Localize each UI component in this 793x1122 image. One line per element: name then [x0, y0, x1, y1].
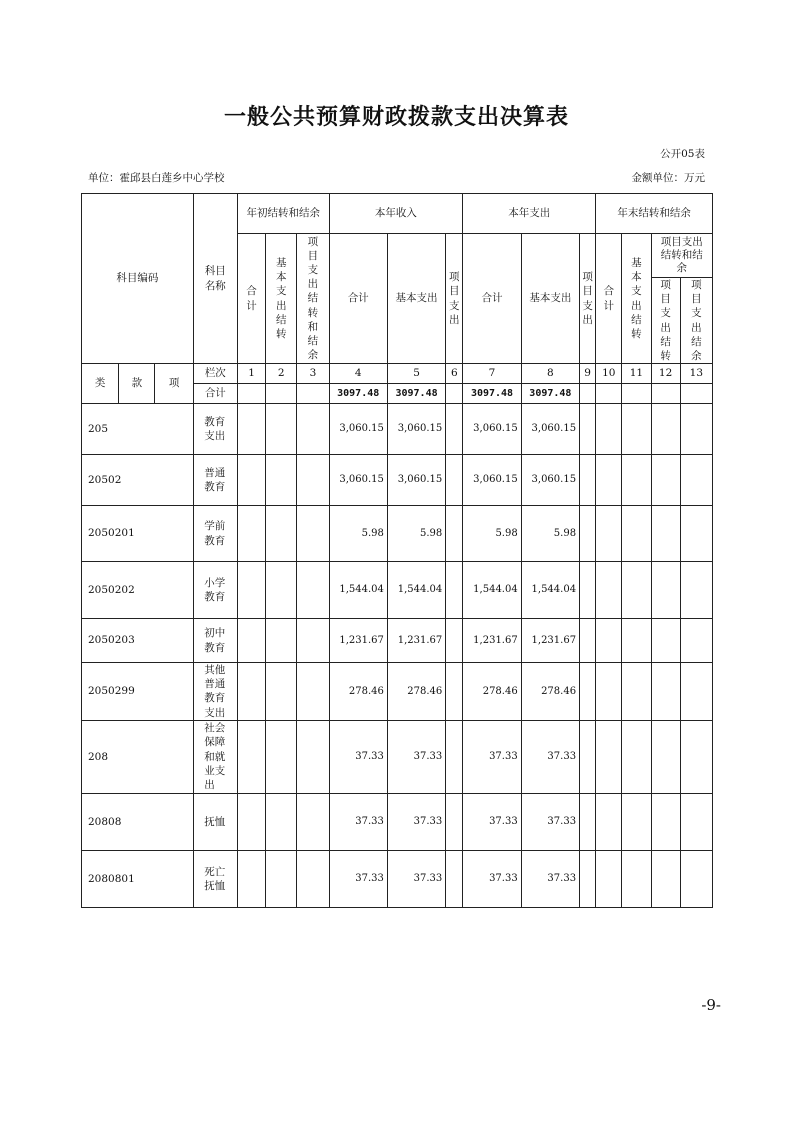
subject-name-cell: 初中教育	[193, 619, 237, 663]
income-basic-header: 基本支出	[387, 234, 445, 364]
income-basic-cell: 278.46	[387, 663, 445, 721]
table-row	[82, 793, 713, 850]
expense-basic-value: 3097.48	[521, 384, 579, 404]
expense-basic-cell: 1,544.04	[521, 562, 579, 619]
income-total-header: 合计	[329, 234, 387, 364]
table-row	[82, 619, 713, 663]
col-num: 10	[596, 364, 622, 384]
income-basic-cell: 37.33	[387, 850, 445, 907]
lei-header: 类	[82, 364, 119, 404]
subject-code-header: 科目编码	[82, 194, 194, 364]
table-row	[82, 720, 713, 793]
expense-header: 本年支出	[463, 194, 596, 234]
income-total-cell: 5.98	[329, 506, 387, 562]
page-number: -9-	[701, 996, 721, 1014]
col-num: 3	[297, 364, 329, 384]
income-total-cell: 3,060.15	[329, 455, 387, 506]
income-total-cell: 1,231.67	[329, 619, 387, 663]
income-basic-cell: 3,060.15	[387, 455, 445, 506]
expense-basic-cell: 37.33	[521, 850, 579, 907]
col-num: 4	[329, 364, 387, 384]
subject-code-cell: 2050201	[82, 506, 194, 562]
expense-project-header: 项目支出	[580, 234, 596, 364]
expense-basic-cell: 3,060.15	[521, 455, 579, 506]
income-total-value: 3097.48	[329, 384, 387, 404]
subject-name-cell: 死亡抚恤	[193, 850, 237, 907]
income-basic-cell: 3,060.15	[387, 404, 445, 455]
income-project-header: 项目支出	[446, 234, 463, 364]
subject-name-cell: 社会保障和就业支出	[193, 720, 237, 793]
table-row	[82, 455, 713, 506]
expense-total-cell: 1,231.67	[463, 619, 521, 663]
expense-total-header: 合计	[463, 234, 521, 364]
expense-basic-cell: 37.33	[521, 720, 579, 793]
expense-total-cell: 37.33	[463, 793, 521, 850]
subject-name-cell: 学前教育	[193, 506, 237, 562]
total-label: 合计	[193, 384, 237, 404]
income-basic-cell: 1,231.67	[387, 619, 445, 663]
col-num: 6	[446, 364, 463, 384]
income-basic-cell: 37.33	[387, 793, 445, 850]
income-total-cell: 37.33	[329, 793, 387, 850]
expense-total-cell: 1,544.04	[463, 562, 521, 619]
money-unit-label: 金额单位：万元	[631, 172, 705, 184]
subject-name-cell: 抚恤	[193, 793, 237, 850]
income-total-cell: 3,060.15	[329, 404, 387, 455]
subject-code-cell: 2050299	[82, 663, 194, 721]
form-number: 公开05表	[660, 148, 705, 160]
subject-name-header: 科目名称	[193, 194, 237, 364]
col-num: 9	[580, 364, 596, 384]
end-total-header: 合计	[596, 234, 622, 364]
table-row	[82, 506, 713, 562]
expense-total-cell: 5.98	[463, 506, 521, 562]
income-total-cell: 278.46	[329, 663, 387, 721]
table-row	[82, 850, 713, 907]
end-balance-header: 年末结转和结余	[596, 194, 713, 234]
end-project-surplus-header: 项目支出结余	[680, 278, 712, 364]
subject-code-cell: 2050202	[82, 562, 194, 619]
expense-basic-cell: 5.98	[521, 506, 579, 562]
subject-code-cell: 20502	[82, 455, 194, 506]
subject-code-cell: 205	[82, 404, 194, 455]
end-basic-header: 基本支出结转	[622, 234, 651, 364]
col-num: 8	[521, 364, 579, 384]
expense-total-cell: 278.46	[463, 663, 521, 721]
expense-basic-cell: 278.46	[521, 663, 579, 721]
header-row-1	[82, 194, 713, 234]
subject-name-cell: 其他普通教育支出	[193, 663, 237, 721]
expense-basic-cell: 37.33	[521, 793, 579, 850]
expense-total-cell: 37.33	[463, 720, 521, 793]
xiang-header: 项	[155, 364, 193, 404]
income-basic-cell: 37.33	[387, 720, 445, 793]
column-number-row	[82, 364, 713, 384]
expense-total-cell: 3,060.15	[463, 404, 521, 455]
subject-name-cell: 小学教育	[193, 562, 237, 619]
col-num: 1	[237, 364, 265, 384]
income-total-cell: 37.33	[329, 720, 387, 793]
lanci-label: 栏次	[193, 364, 237, 384]
income-total-cell: 37.33	[329, 850, 387, 907]
income-basic-cell: 1,544.04	[387, 562, 445, 619]
col-num: 12	[651, 364, 680, 384]
col-num: 2	[266, 364, 297, 384]
table-row	[82, 663, 713, 721]
expense-basic-header: 基本支出	[521, 234, 579, 364]
unit-label: 单位：霍邱县白莲乡中心学校	[88, 172, 225, 184]
col-num: 5	[387, 364, 445, 384]
income-header: 本年收入	[329, 194, 463, 234]
income-basic-value: 3097.48	[387, 384, 445, 404]
page-title: 一般公共预算财政拨款支出决算表	[223, 104, 569, 130]
col-num: 13	[680, 364, 712, 384]
expense-total-value: 3097.48	[463, 384, 521, 404]
income-total-cell: 1,544.04	[329, 562, 387, 619]
expense-basic-cell: 1,231.67	[521, 619, 579, 663]
table-row	[82, 562, 713, 619]
expense-total-cell: 37.33	[463, 850, 521, 907]
subject-code-cell: 2080801	[82, 850, 194, 907]
col-num: 7	[463, 364, 521, 384]
subject-code-cell: 208	[82, 720, 194, 793]
expense-total-cell: 3,060.15	[463, 455, 521, 506]
subject-name-cell: 普通教育	[193, 455, 237, 506]
expenditure-table	[81, 193, 713, 908]
subject-code-cell: 2050203	[82, 619, 194, 663]
subject-code-cell: 20808	[82, 793, 194, 850]
table-row	[82, 404, 713, 455]
begin-project-header: 项目支出结转和结余	[297, 234, 329, 364]
end-project-group-header: 项目支出结转和结余	[651, 234, 713, 278]
expense-basic-cell: 3,060.15	[521, 404, 579, 455]
begin-basic-header: 基本支出结转	[266, 234, 297, 364]
subject-name-cell: 教育支出	[193, 404, 237, 455]
col-num: 11	[622, 364, 651, 384]
end-project-carry-header: 项目支出结转	[651, 278, 680, 364]
kuan-header: 款	[119, 364, 155, 404]
income-basic-cell: 5.98	[387, 506, 445, 562]
begin-balance-header: 年初结转和结余	[237, 194, 329, 234]
begin-total-header: 合计	[237, 234, 265, 364]
